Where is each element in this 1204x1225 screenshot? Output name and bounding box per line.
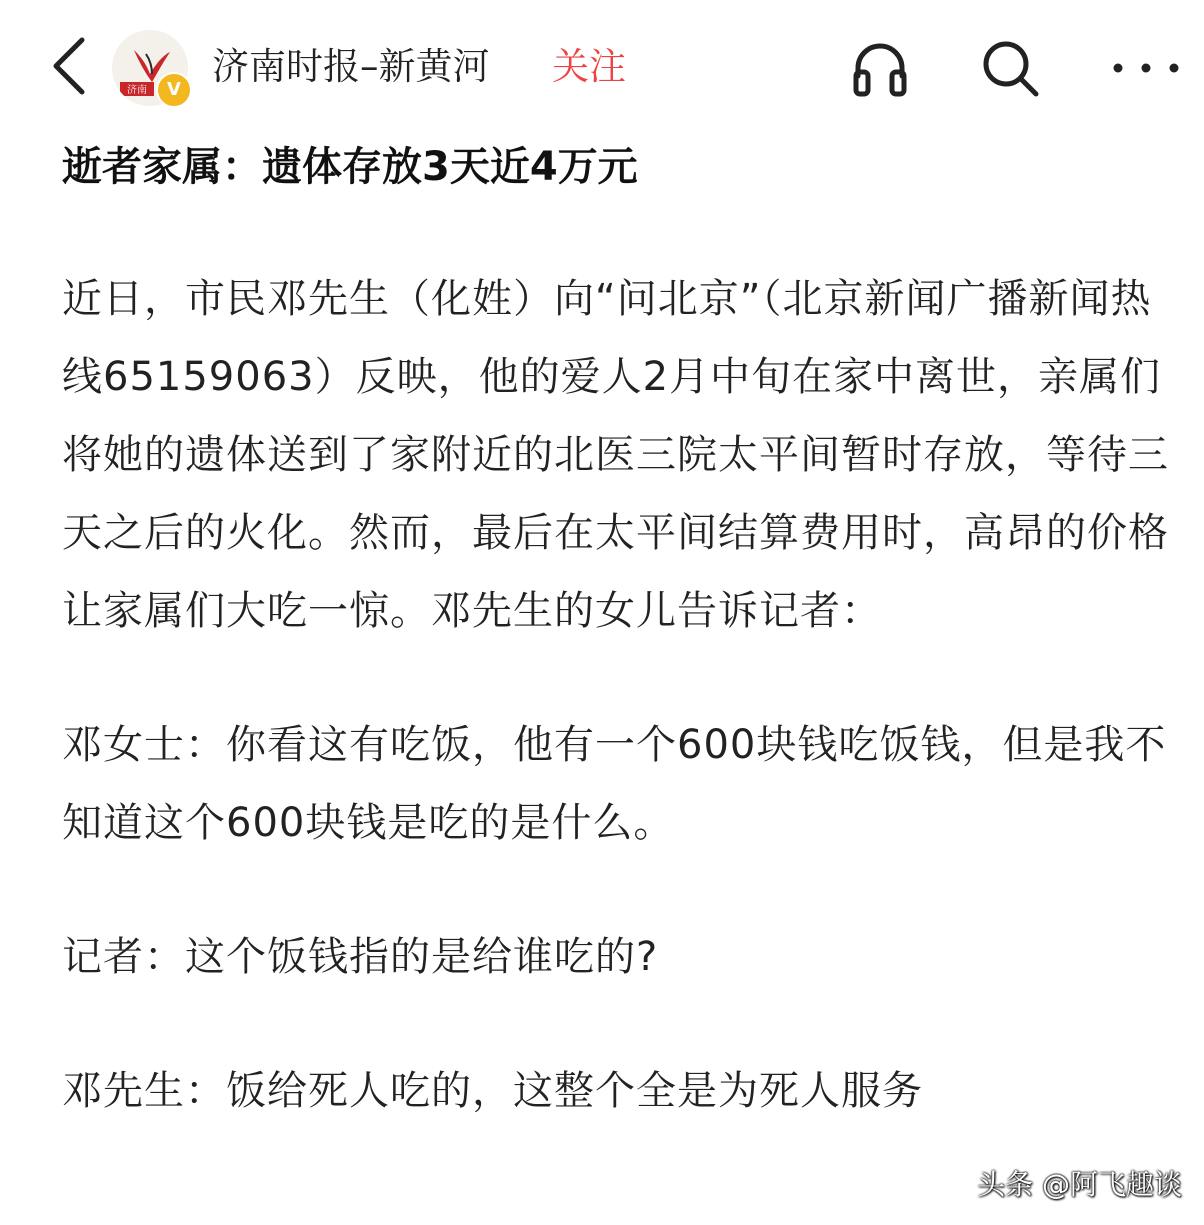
verified-badge-icon: V xyxy=(156,72,192,108)
top-nav-bar xyxy=(0,0,1204,130)
headphone-icon[interactable] xyxy=(848,36,912,100)
back-arrow-icon[interactable] xyxy=(44,34,96,98)
follow-button[interactable]: 关注 xyxy=(552,45,626,88)
search-icon[interactable] xyxy=(978,36,1042,100)
article-paragraph: 邓先生：饭给死人吃的，这整个全是为死人服务 xyxy=(62,1068,923,1114)
more-dots-icon[interactable] xyxy=(1104,36,1188,100)
article-title: 逝者家属：遗体存放3天近4万元 xyxy=(62,144,638,190)
avatar-logo-text: 济南 xyxy=(127,85,147,96)
article-paragraph: 记者：这个饭钱指的是给谁吃的? xyxy=(62,934,659,980)
watermark: 头条 @阿飞趣谈 xyxy=(977,1168,1182,1201)
article-body xyxy=(62,132,1182,1130)
account-name[interactable]: 济南时报–新黄河 xyxy=(212,45,490,88)
article-paragraph: 近日，市民邓先生（化姓）向“问北京”（北京新闻广播新闻热线65159063）反映，他的爱人2月中旬在家中离世，亲属们将她的遗体送到了家附近的北医三院太平间暂时存放，等待三天之后的火化。然而，最后在太平间结算费用时，高昂的价格让家属们大吃一惊。邓先生的女儿告诉记者： xyxy=(62,276,1169,634)
article-paragraph: 邓女士：你看这有吃饭，他有一个600块钱吃饭钱，但是我不知道这个600块钱是吃的是什么。 xyxy=(62,722,1167,846)
